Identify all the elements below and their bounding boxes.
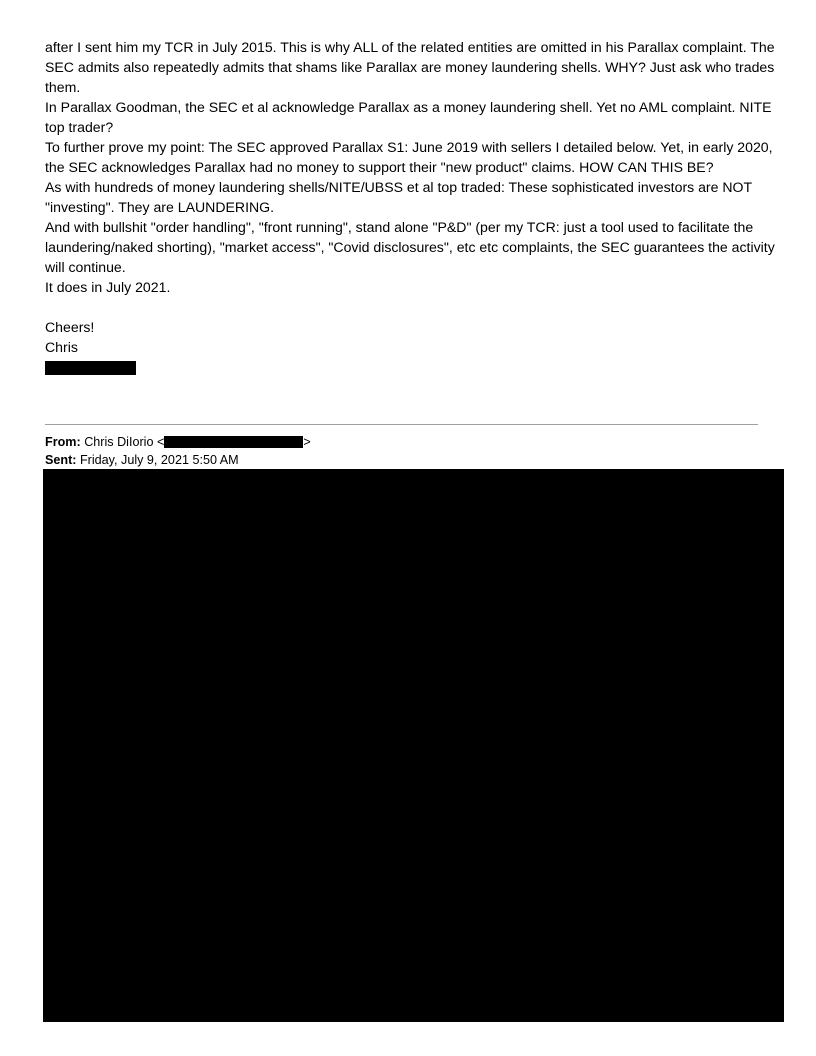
email-address-redaction	[164, 436, 303, 448]
from-line	[45, 434, 311, 450]
from-label: From:	[45, 435, 81, 449]
signature-name: Chris	[45, 339, 78, 355]
body-paragraph: after I sent him my TCR in July 2015. This is why ALL of the related entities are omitted in his Parallax complaint. The SEC admits also repeatedly admits that shams like Parallax are money laundering shells. WHY? Just ask who trades them.	[45, 39, 775, 95]
body-paragraph: In Parallax Goodman, the SEC et al acknowledge Parallax as a money laundering shell. Yet no AML complaint. NITE top trader?	[45, 99, 772, 135]
body-paragraph: To further prove my point: The SEC approved Parallax S1: June 2019 with sellers I detailed below. Yet, in early 2020, the SEC acknowledges Parallax had no money to support their "new product" claims. HOW CAN THIS BE?	[45, 139, 773, 175]
email-body	[45, 37, 785, 357]
message-redaction-block	[43, 469, 784, 1022]
sent-line	[45, 452, 239, 468]
blank-line	[45, 297, 785, 317]
header-divider	[45, 424, 758, 425]
from-close-bracket: >	[303, 435, 311, 449]
signature-redaction	[45, 361, 136, 375]
closing-text: Cheers!	[45, 319, 95, 335]
body-paragraph: As with hundreds of money laundering shells/NITE/UBSS et al top traded: These sophisticated investors are NOT "investing". They are LAUNDERING.	[45, 179, 752, 215]
body-paragraph: It does in July 2021.	[45, 279, 171, 295]
from-name: Chris DiIorio <	[84, 435, 165, 449]
sent-value: Friday, July 9, 2021 5:50 AM	[79, 453, 239, 467]
sent-label: Sent:	[45, 453, 77, 467]
body-paragraph: And with bullshit "order handling", "front running", stand alone "P&D" (per my TCR: just a tool used to facilitate the laundering/naked shorting), "market access", "Covid disclosures", etc etc complaints, the SEC guarantees the activity will continue.	[45, 219, 775, 275]
